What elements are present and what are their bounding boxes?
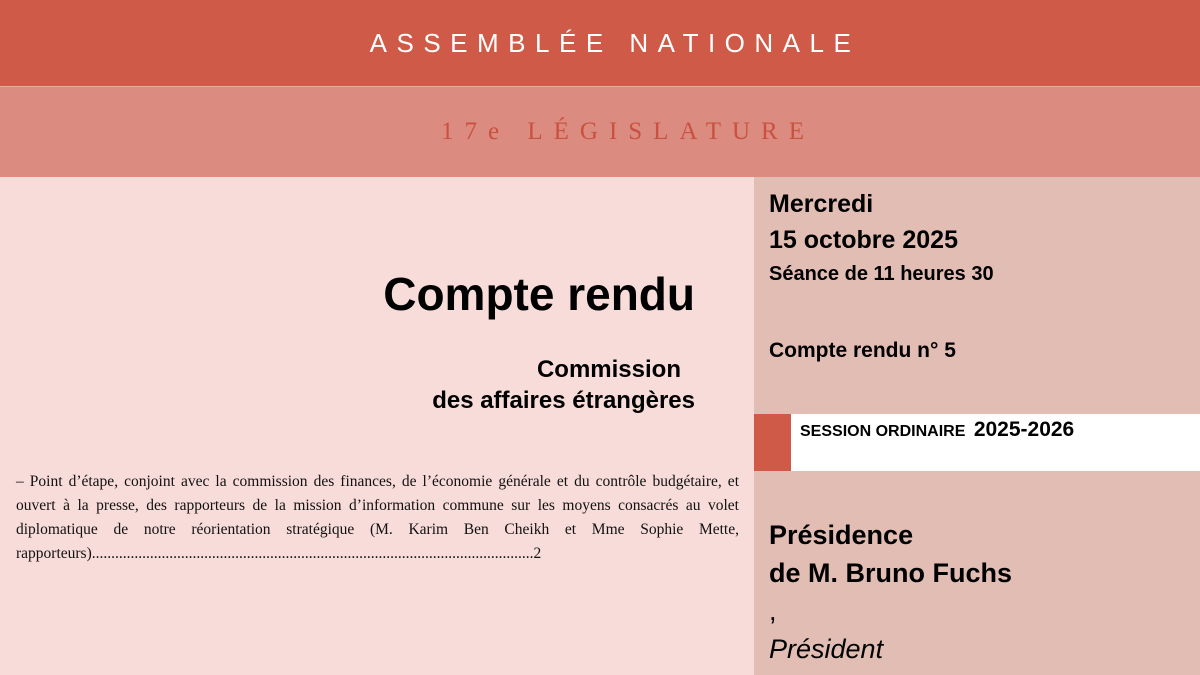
commission-line-1: Commission bbox=[536, 356, 681, 383]
page-title: Compte rendu bbox=[383, 268, 695, 320]
presidency-name-line bbox=[769, 554, 1012, 630]
legislature-label: 17e LÉGISLATURE bbox=[441, 118, 815, 145]
president-name: de M. Bruno Fuchs bbox=[769, 558, 1012, 588]
commission-name bbox=[432, 354, 695, 416]
agenda-text: – Point d’étape, conjoint avec la commission des finances, de l’économie générale et du contrôle budgétaire, et ouvert à la presse, des rapporteurs de la mission d’information commune sur les moyens consacrés au volet diplomatique de notre réorientation stratégique (M. Karim Ben Cheikh et Mme Sophie Mette, rapporteurs) bbox=[16, 473, 739, 562]
session-date bbox=[769, 188, 994, 288]
presidency-label: Présidence bbox=[769, 520, 914, 550]
assembly-name: ASSEMBLÉE NATIONALE bbox=[369, 28, 861, 58]
report-number: Compte rendu n° 5 bbox=[769, 339, 956, 362]
date: 15 octobre 2025 bbox=[769, 226, 958, 254]
commission-line-2: des affaires étrangères bbox=[432, 387, 695, 414]
seance-time: Séance de 11 heures 30 bbox=[769, 263, 994, 285]
presidency-comma: , bbox=[769, 596, 777, 626]
agenda-page-number: 2 bbox=[533, 545, 542, 562]
main-panel bbox=[0, 177, 754, 675]
session-label: SESSION ORDINAIRE bbox=[800, 423, 966, 440]
president-role: Président bbox=[769, 634, 884, 664]
presidency-block bbox=[769, 516, 1012, 668]
session-accent bbox=[754, 414, 791, 471]
session-years: 2025-2026 bbox=[973, 418, 1075, 441]
session-info bbox=[800, 418, 1074, 442]
agenda-item[interactable] bbox=[16, 470, 739, 566]
agenda-leader: .................................................................................................................. bbox=[91, 545, 534, 562]
weekday: Mercredi bbox=[769, 190, 874, 218]
